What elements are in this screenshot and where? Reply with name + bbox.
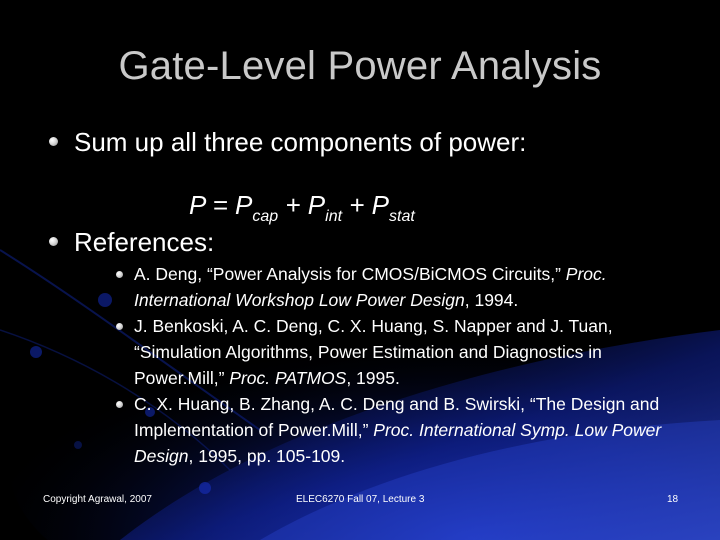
formula-sub-stat: stat xyxy=(389,208,415,225)
reference-text: A. Deng, “Power Analysis for CMOS/BiCMOS Circuits,” xyxy=(134,264,566,284)
bullet-dot xyxy=(49,237,58,246)
reference-venue: Proc. International Workshop Low Power Design xyxy=(134,264,607,310)
page-number: 18 xyxy=(667,494,679,505)
reference-venue: Proc. International Symp. Low Power Design xyxy=(134,420,662,466)
sub-bullet-dot xyxy=(116,271,123,278)
sub-bullet-dot xyxy=(116,323,123,330)
reference-text: J. Benkoski, A. C. Deng, C. X. Huang, S. Napper and J. Tuan, “Simulation Algorithms, Power Estimation and Diagnostics in Power.Mill,” xyxy=(134,316,613,388)
reference-item xyxy=(134,313,694,391)
power-formula xyxy=(189,190,415,226)
reference-year: , 1995. xyxy=(346,368,400,388)
sub-bullet-dot xyxy=(116,401,123,408)
bullet-sum-components: Sum up all three components of power: xyxy=(74,127,527,157)
formula-lhs: P = P xyxy=(189,190,253,220)
bullet-dot xyxy=(49,137,58,146)
formula-sub-int: int xyxy=(325,208,343,225)
formula-sub-cap: cap xyxy=(252,208,279,225)
reference-year: , 1995, pp. 105-109. xyxy=(188,446,346,466)
formula-plus-1: + P xyxy=(278,190,326,220)
reference-item xyxy=(134,261,694,313)
reference-text: C. X. Huang, B. Zhang, A. C. Deng and B. Swirski, “The Design and Implementation of Power.Mill,” xyxy=(134,394,660,440)
formula-plus-2: + P xyxy=(342,190,390,220)
footer-copyright: Copyright Agrawal, 2007 xyxy=(43,494,152,505)
slide-title: Gate-Level Power Analysis xyxy=(118,44,602,88)
reference-item xyxy=(134,391,694,469)
footer-course: ELEC6270 Fall 07, Lecture 3 xyxy=(296,494,425,505)
reference-year: , 1994. xyxy=(464,290,519,310)
bullet-references: References: xyxy=(74,227,215,257)
reference-venue: Proc. PATMOS xyxy=(229,368,347,388)
